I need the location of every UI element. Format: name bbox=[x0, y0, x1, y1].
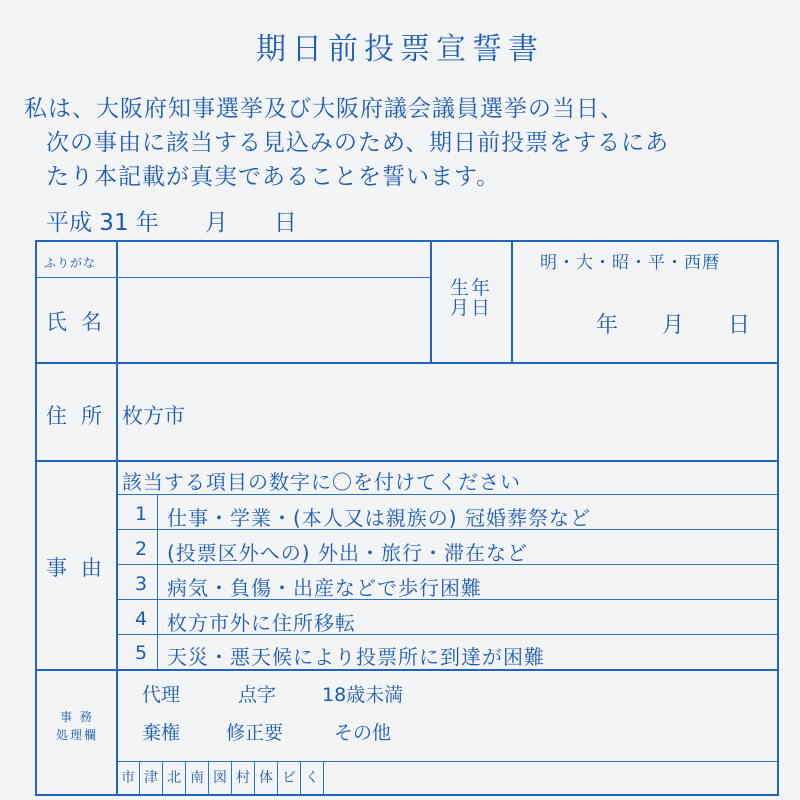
label-column-divider-address bbox=[116, 364, 118, 460]
reason-text-2: (投票区外への) 外出・旅行・滞在など bbox=[167, 541, 528, 565]
office-item-abstain[interactable]: 棄権 bbox=[142, 722, 181, 744]
reason-text-4: 枚方市外に住所移転 bbox=[167, 611, 356, 635]
oath-line-3: たり本記載が真実であることを誓います。 bbox=[46, 164, 501, 190]
reason-instruction: 該当する項目の数字に〇を付けてください bbox=[122, 470, 521, 494]
birth-date-ymd[interactable]: 年 月 日 bbox=[596, 313, 751, 338]
office-box[interactable]: 津 bbox=[140, 762, 163, 794]
reason-text-5: 天災・悪天候により投票所に到達が困難 bbox=[167, 645, 545, 669]
office-box[interactable]: く bbox=[301, 762, 324, 794]
reason-label: 事由 bbox=[46, 556, 116, 580]
office-box[interactable]: 北 bbox=[163, 762, 186, 794]
address-label: 住所 bbox=[46, 404, 116, 428]
office-use-label-line-2: 処理欄 bbox=[55, 728, 98, 742]
declaration-date: 平成 31 年 月 日 bbox=[46, 210, 297, 236]
office-box[interactable]: 市 bbox=[117, 762, 140, 794]
office-item-under-18[interactable]: 18歳未満 bbox=[322, 684, 404, 706]
reason-number-1[interactable]: 1 bbox=[134, 503, 148, 525]
office-item-proxy[interactable]: 代理 bbox=[142, 684, 181, 706]
furigana-row-divider bbox=[37, 277, 430, 278]
reason-text-1: 仕事・学業・(本人又は親族の) 冠婚葬祭など bbox=[167, 506, 591, 530]
era-options[interactable]: 明・大・昭・平・西暦 bbox=[540, 253, 720, 273]
reason-number-5[interactable]: 5 bbox=[134, 642, 148, 664]
oath-line-2: 次の事由に該当する見込みのため、期日前投票をするにあ bbox=[46, 130, 670, 156]
office-item-other[interactable]: その他 bbox=[334, 722, 392, 744]
furigana-field[interactable] bbox=[118, 242, 429, 276]
name-row-bottom bbox=[37, 362, 777, 364]
reason-number-divider bbox=[157, 494, 158, 669]
office-box[interactable]: ビ bbox=[278, 762, 301, 794]
office-use-label-line-1: 事 務 bbox=[60, 710, 94, 724]
address-row-bottom bbox=[37, 460, 777, 462]
birth-label-right-divider bbox=[511, 240, 513, 364]
birth-date-label: 生年月日 bbox=[449, 277, 492, 319]
office-box[interactable]: 南 bbox=[186, 762, 209, 794]
oath-line-1: 私は、大阪府知事選挙及び大阪府議会議員選挙の当日、 bbox=[0, 96, 624, 122]
office-box[interactable]: 村 bbox=[232, 762, 255, 794]
name-field[interactable] bbox=[118, 279, 429, 361]
office-item-correction-needed[interactable]: 修正要 bbox=[226, 722, 284, 744]
reason-number-4[interactable]: 4 bbox=[134, 608, 148, 630]
office-use-label bbox=[40, 708, 114, 744]
office-box[interactable]: 図 bbox=[209, 762, 232, 794]
reason-number-3[interactable]: 3 bbox=[134, 573, 148, 595]
office-item-braille[interactable]: 点字 bbox=[238, 684, 277, 706]
furigana-label: ふりがな bbox=[44, 256, 97, 270]
reason-number-2[interactable]: 2 bbox=[134, 538, 148, 560]
label-column-divider-reason bbox=[116, 460, 118, 670]
office-box-row bbox=[117, 762, 324, 794]
birth-label-left-divider bbox=[430, 240, 432, 364]
name-label: 氏名 bbox=[46, 310, 116, 334]
reason-text-3: 病気・負傷・出産などで歩行困難 bbox=[167, 576, 482, 600]
office-box[interactable]: 体 bbox=[255, 762, 278, 794]
address-value[interactable]: 枚方市 bbox=[122, 404, 185, 428]
form-title: 期日前投票宣誓書 bbox=[256, 32, 544, 67]
